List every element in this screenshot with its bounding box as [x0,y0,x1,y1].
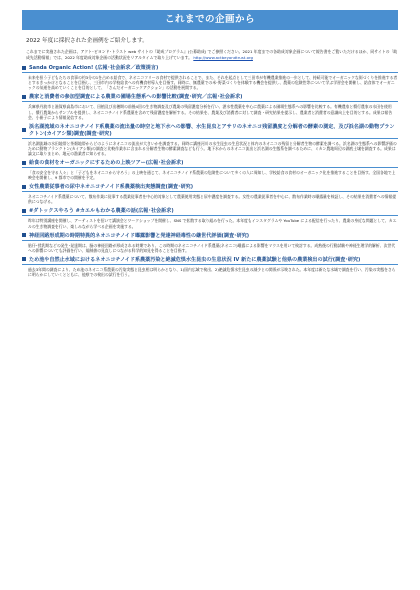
section-title [22,232,398,241]
section-title [22,207,398,216]
project-section [22,232,398,253]
project-section [22,123,398,156]
square-bullet-icon [22,233,26,237]
section-title-text: 神経回路形成期の時期特異的ネオニコチノイド曝露影響と発達神経毒性の継世代評価(調査･研究) [29,232,250,239]
section-title-text: 浜名湖流域のネオニコチノイド系農薬の流出量の時空と地下水への影響、水生昆虫とアサリのネオニコ残留濃度と分解者の酵素の測定、及び浜名湖の動物プランクトン(カイアシ類)調査(調査･研究) [29,123,395,137]
square-bullet-icon [22,161,26,165]
website-link[interactable]: http://www.actbeyondtrust.org [193,54,253,60]
section-title [22,64,398,73]
section-title-text: Sanda Organic Action! (広報･社会訴求／政策提言) [29,65,159,72]
section-title [22,93,398,102]
intro-heading: 2022 年度に採択された企画例をご紹介します。 [26,38,148,44]
intro-body: これまでに実施された企画は、アクト･ビヨンド･トラスト web サイトの『助成プログラム』(公募助成) でご参照ください。2021 年度までの各助成対象企画について報告書をご覧いただけるほか、同サイトの「助成先活動情報」では、2022 年度助成対象企画の活動状況をリアルタイムで取り上げています。 [26,49,398,60]
square-bullet-icon [22,128,26,132]
section-title [22,183,398,192]
project-section [22,183,398,204]
section-body: ネオニコチノイド系農薬について、散布作業に従事する農業従事者を中心的対象として農薬使用実態と尿中濃度を調査する。女性の農業従事者を中心に、散布作業時の曝露量を検証し、その結果を消費者への情報提供につなげる。 [28,194,397,205]
intro-paragraph [26,49,398,60]
square-bullet-icon [22,257,26,261]
section-title [22,256,398,265]
project-section [22,64,398,90]
section-body: 昨年は特別講座を開催し、アーティストを招いて講演会とワークショップを開催し、SNS で拡散する取り組みを行った。本年度もインスタグラムや YouTube による配信を行ったり、農業の身近な問題として、カエルの生き物調査を行い、楽しみながら学べる企画を実施する。 [28,218,397,229]
section-body: 浜名湖流域の水田地帯と茶畑地帯からどのようにネオニコの流出が大きいかを調査する。同時に講座河川の水生昆虫の生息状況と体内のネオニコの残留と分解者生物の酵素を調べる。浜名湖の生態系への影響評価のために動物プランクトン(カイアシ類)の調査と比較作業水に含まれる分解者生物の酵素調査なども行う。地下水からのネオニコ流出と浜名湖の生態系を調べるために、ミカン農地周辺の湖底土壌を調査する。成果は論文に取りまとめ、地元の漁業者に知らせる。 [28,140,397,156]
section-title [22,159,398,168]
square-bullet-icon [22,95,26,99]
section-title-text: #ダトックスやろう #カエルもわかる農薬の話(広報･社会訴求) [29,208,174,215]
section-title [22,123,398,139]
project-section [22,207,398,228]
section-body: 未来を担う子どもたちの食事の約3分の1を占める給食で、ネオニコフリーの食材で提供されることで、また、それを起点として三田市が有機農業推進の一歩として、持続可能でオーガニックな街づくりを推進する者とするきっかけとなることを目指し、三田市内の学校給食への有機食材導入を目指す。同時に、無農薬での米･野菜づくりを体験する機会を提供し、農薬の危険性等について学ぶ学習会を開催し、給食体でオーガニックの気運を高めていくことを目的として、「さんだオーガニックアクション」の活動を展開する。 [28,75,398,91]
page [0,10,420,590]
project-section [22,93,398,119]
project-section [22,256,398,277]
square-bullet-icon [22,209,26,213]
section-title-text: 給食の食材をオーガニックにするための上映ツアー(広報･社会訴求) [29,160,184,167]
section-body: 胎仔･授乳期などの発生･発達期は、脳の神経回路が形成される時期であり、この時期のネオニコチノイド系農薬(ネオニコ)曝露による影響をマウスを用いて検討する。成熟後の行動試験や神経生理学的解析、次世代への影響についても評価を行い、規制値の見直しにつながる科学的知見を得ることを目指す。 [28,242,396,253]
project-section [22,159,398,180]
page-title: これまでの企画から [22,10,398,30]
section-title-text: 女性農業従事者の尿中ネオニコチノイド系農薬検出実態調査(調査･研究) [29,184,194,191]
section-title-text: 農家と消費者の参加型調査による農業の圃場生態系への影響比較(調査･研究／広報･社会訴求) [29,94,243,101]
section-body: 兵庫県丹波市と滋賀県高島市において、田植及び出穂期の前後4回の生き物調査及び農業の残留濃度分析を行い、湛水性農薬を中心に農薬による圃場生態系への影響を比較する。有機農家と慣行農家の水田を使用し、慣行農業からサンプルを提供し、ネオニコチノイド系農薬を含めて残留濃度を解析する。その結果を、農業及び消費者に対して調査・研究結果を提示し、農業者と消費者の意識向上を目的とする。成果は報告会、小冊子により情報発信する。 [28,104,393,120]
square-bullet-icon [22,185,26,189]
section-title-text: ため池や自然止水域におけるネオニコチノイド系農薬汚染と絶滅危惧水生昆虫の生息状況 IV 新たに農薬試験と他県の農業検出の試行(調査･研究) [29,256,361,263]
section-body: 「食の安全を守る人々」と「子どもをネオニコから守ろう」の上映を通じて、ネオニコチノイド系農薬の危険性について多くの人に周知し、学校給食の食材のオーガニック化を推進することを目指す。全国各地で上映会を開催し、9 都市での開催を予定。 [28,170,396,181]
section-body: 過去3年間の調査により、ため池のネオニコ系農薬の汚染実態と昆虫相は明らかとなり、1)国内広域で検出、2)絶滅危惧水生昆虫の減少との関係が示唆された。本年度は新たな水域で調査を行い、汚染の実態をさらに明らかにしていくとともに、他県での検出の試行を行う。 [28,266,396,277]
square-bullet-icon [22,66,26,70]
